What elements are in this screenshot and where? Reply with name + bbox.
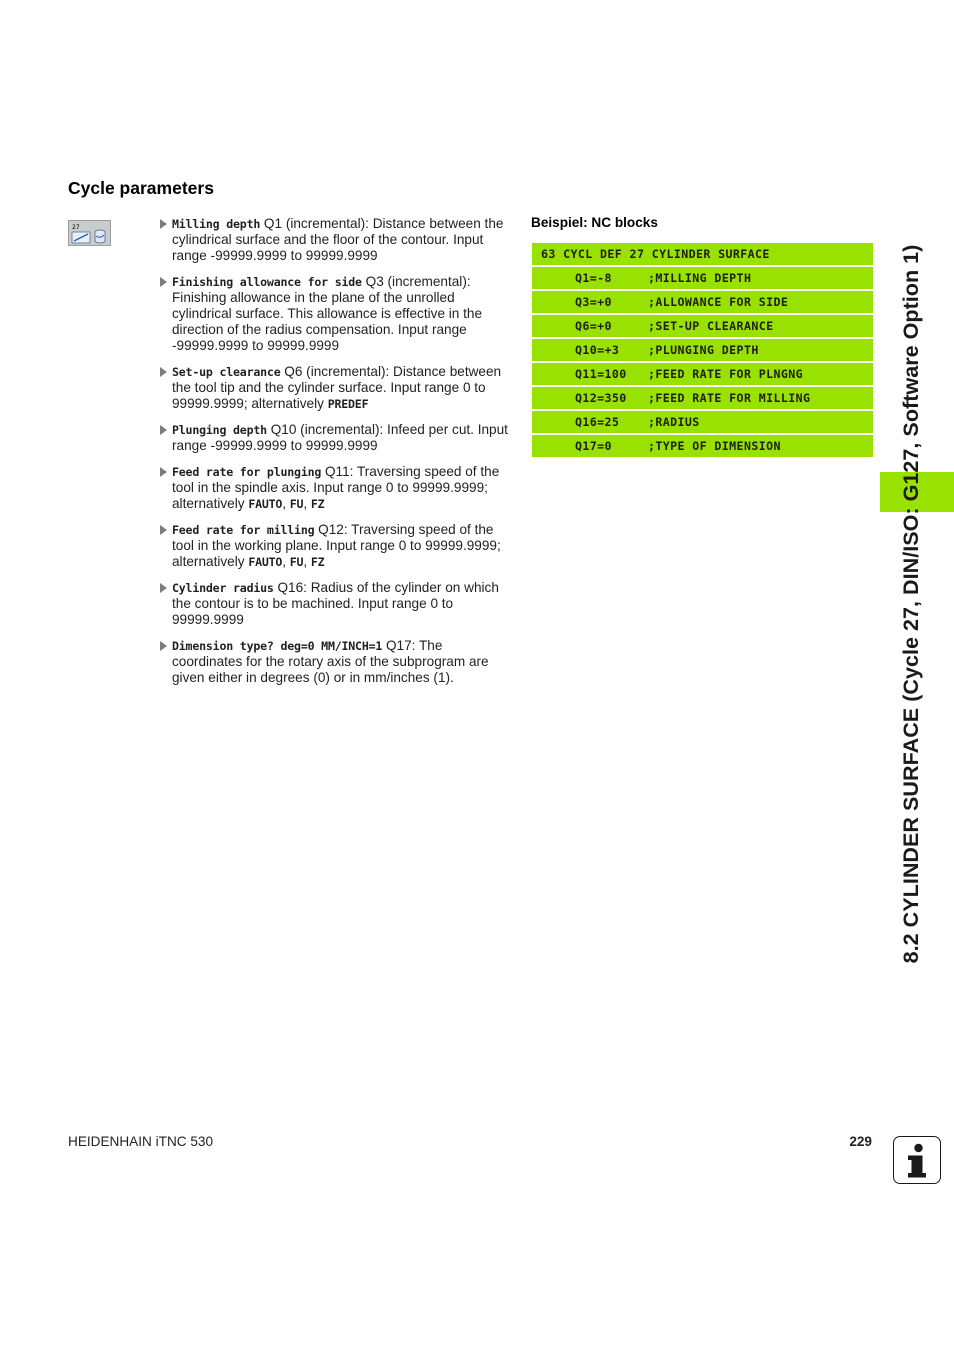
nc-cycle-definition: 63 CYCL DEF 27 CYLINDER SURFACE: [541, 247, 770, 261]
triangle-bullet-icon: [160, 641, 167, 651]
parameter-description: Q11: Traversing speed of the tool in the spindle axis. Input range 0 to 99999.9999; alternatively: [172, 464, 500, 511]
parameter-name: Dimension type? deg=0 MM/INCH=1: [172, 639, 383, 653]
nc-parameter-code: Q12=350: [575, 391, 627, 405]
nc-parameter-comment: ;TYPE OF DIMENSION: [648, 439, 781, 453]
nc-parameter-comment: ;SET-UP CLEARANCE: [648, 319, 774, 333]
nc-block-line: [532, 435, 873, 457]
parameter-alternative: FZ: [310, 497, 325, 511]
parameter-alternative: FZ: [310, 555, 325, 569]
nc-parameter-code: Q10=+3: [575, 343, 620, 357]
nc-parameter-code: Q1=-8: [575, 271, 612, 285]
nc-parameter-code: Q3=+0: [575, 295, 612, 309]
parameter-description: Q1 (incremental): Distance between the cylindrical surface and the floor of the contour. Input range -99999.9999 to 99999.9999: [172, 216, 504, 263]
svg-text:27: 27: [72, 224, 80, 231]
parameter-alternative: PREDEF: [327, 397, 369, 411]
parameter-alternative: FAUTO: [248, 497, 283, 511]
nc-parameter-comment: ;PLUNGING DEPTH: [648, 343, 759, 357]
info-icon: [893, 1136, 941, 1184]
nc-parameter-code: Q11=100: [575, 367, 627, 381]
parameter-name: Set-up clearance: [172, 365, 281, 379]
parameter-alternative: FAUTO: [248, 555, 283, 569]
parameter-name: Milling depth: [172, 217, 261, 231]
parameter-alternative: FU: [289, 555, 304, 569]
parameter-item: [158, 422, 514, 454]
nc-block-header: [532, 243, 873, 265]
nc-parameter-comment: ;FEED RATE FOR MILLING: [648, 391, 811, 405]
parameter-item: Feed rate for plunging Q11: Traversing speed of the tool in the spindle axis. Input range 0 to 99999.9999; alternatively FAUTO, FU, FZ: [158, 464, 514, 512]
parameter-description: Q3 (incremental): Finishing allowance in the plane of the unrolled cylindrical surface. This allowance is effective in the direction of the radius compensation. Input range -99999.9999 to 99999.9999: [172, 274, 483, 353]
parameter-name: Feed rate for plunging: [172, 465, 322, 479]
chapter-side-title-text: 8.2 CYLINDER SURFACE (Cycle 27, DIN/ISO: G127, Software Option 1): [898, 244, 923, 964]
nc-block-line: [532, 315, 873, 337]
triangle-bullet-icon: [160, 219, 167, 229]
parameter-item: Feed rate for milling Q12: Traversing speed of the tool in the working plane. Input range 0 to 99999.9999; alternatively FAUTO, FU, FZ: [158, 522, 514, 570]
nc-blocks-listing: [532, 243, 873, 459]
parameter-list: [158, 216, 514, 696]
nc-parameter-comment: ;FEED RATE FOR PLNGNG: [648, 367, 803, 381]
parameter-name: Cylinder radius: [172, 581, 274, 595]
nc-parameter-comment: ;RADIUS: [648, 415, 700, 429]
page-number: 229: [849, 1134, 872, 1149]
parameter-name: Plunging depth: [172, 423, 267, 437]
triangle-bullet-icon: [160, 583, 167, 593]
nc-block-line: [532, 267, 873, 289]
parameter-alternative: FU: [289, 497, 304, 511]
nc-block-line: [532, 411, 873, 433]
cycle-27-softkey-icon: [68, 220, 111, 246]
example-title: Beispiel: NC blocks: [531, 215, 658, 230]
triangle-bullet-icon: [160, 277, 167, 287]
parameter-item: [158, 638, 514, 686]
nc-parameter-comment: ;ALLOWANCE FOR SIDE: [648, 295, 789, 309]
parameter-name: Finishing allowance for side: [172, 275, 362, 289]
parameter-description: Q17: The coordinates for the rotary axis of the subprogram are given either in degrees (0) or in mm/inches (1).: [172, 638, 489, 685]
triangle-bullet-icon: [160, 367, 167, 377]
nc-parameter-comment: ;MILLING DEPTH: [648, 271, 752, 285]
parameter-item: [158, 274, 514, 354]
parameter-description: Q16: Radius of the cylinder on which the contour is to be machined. Input range 0 to 99999.9999: [172, 580, 499, 627]
nc-block-line: [532, 339, 873, 361]
triangle-bullet-icon: [160, 425, 167, 435]
parameter-item: [158, 216, 514, 264]
footer-product-name: HEIDENHAIN iTNC 530: [68, 1134, 214, 1149]
parameter-item: [158, 580, 514, 628]
triangle-bullet-icon: [160, 467, 167, 477]
nc-parameter-code: Q16=25: [575, 415, 620, 429]
nc-block-line: [532, 363, 873, 385]
triangle-bullet-icon: [160, 525, 167, 535]
parameter-name: Feed rate for milling: [172, 523, 315, 537]
parameter-description: Q10 (incremental): Infeed per cut. Input range -99999.9999 to 99999.9999: [172, 422, 508, 453]
section-heading: Cycle parameters: [68, 178, 214, 198]
parameter-description: Q12: Traversing speed of the tool in the working plane. Input range 0 to 99999.9999; alternatively: [172, 522, 501, 569]
nc-block-line: [532, 291, 873, 313]
nc-parameter-code: Q17=0: [575, 439, 612, 453]
parameter-description: Q6 (incremental): Distance between the tool tip and the cylinder surface. Input range 0 to 99999.9999; alternatively: [172, 364, 502, 411]
nc-parameter-code: Q6=+0: [575, 319, 612, 333]
parameter-item: [158, 364, 514, 412]
nc-block-line: [532, 387, 873, 409]
